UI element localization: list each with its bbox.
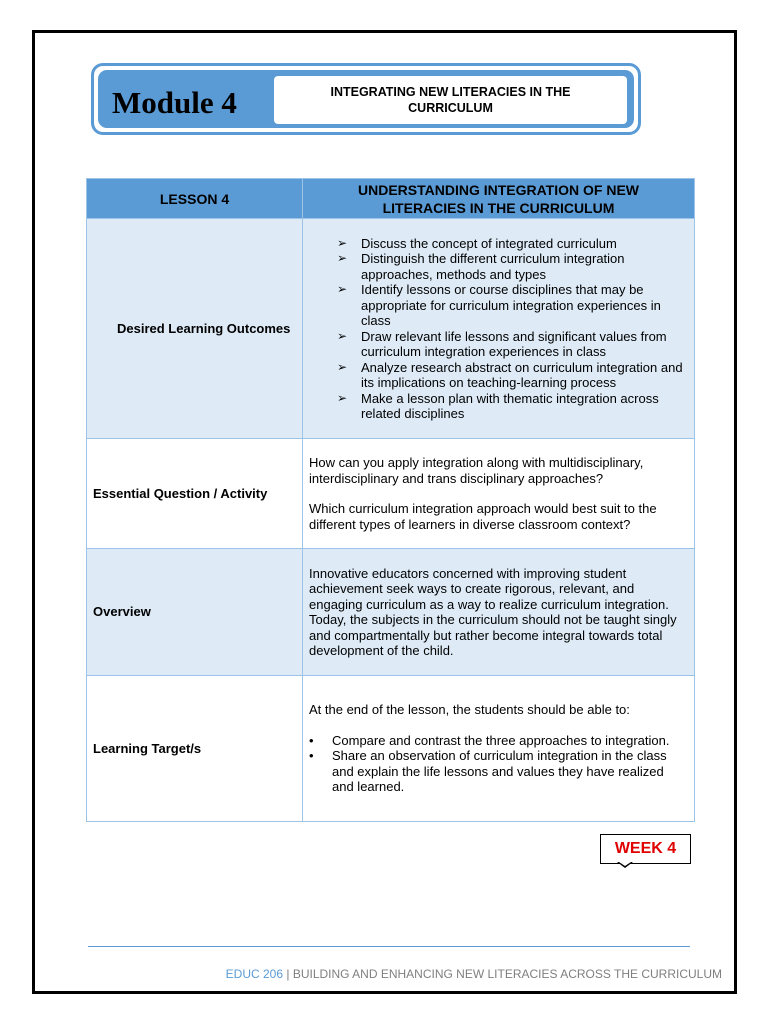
arrow-bullet-icon: ➢ — [337, 282, 348, 296]
list-item — [331, 329, 688, 360]
essential-row — [87, 439, 695, 549]
list-item — [331, 391, 688, 422]
week-tag-pointer-fill — [619, 862, 631, 866]
targets-label: Learning Target/s — [87, 676, 303, 822]
list-item — [309, 733, 688, 749]
list-item — [331, 360, 688, 391]
arrow-bullet-icon: ➢ — [337, 235, 348, 250]
module-subtitle: INTEGRATING NEW LITERACIES IN THE CURRICULUM — [274, 76, 627, 124]
footer-divider — [88, 946, 690, 947]
lesson-table — [86, 178, 695, 822]
outcomes-row — [87, 219, 695, 439]
list-item — [331, 282, 688, 329]
target-text: Compare and contrast the three approaches to integration. — [332, 732, 670, 748]
arrow-bullet-icon: ➢ — [337, 390, 348, 405]
footer-course-title: BUILDING AND ENHANCING NEW LITERACIES ACROSS THE CURRICULUM — [292, 967, 722, 981]
outcome-text: Draw relevant life lessons and significant values from curriculum integration experiences in class — [361, 328, 667, 359]
arrow-bullet-icon: ➢ — [337, 251, 348, 265]
list-item — [331, 236, 688, 252]
target-text: Share an observation of curriculum integration in the class and explain the life lessons and values they have realized and learned. — [332, 748, 667, 795]
targets-intro: At the end of the lesson, the students should be able to: — [309, 702, 630, 718]
essential-label: Essential Question / Activity — [87, 439, 303, 549]
module-banner — [91, 63, 641, 135]
outcomes-list — [309, 236, 688, 422]
week-tag: WEEK 4 — [600, 834, 691, 864]
outcome-text: Make a lesson plan with thematic integration across related disciplines — [361, 390, 659, 421]
arrow-bullet-icon: ➢ — [337, 359, 348, 374]
targets-list — [309, 733, 688, 795]
footer — [226, 967, 722, 981]
dot-bullet-icon: • — [309, 732, 314, 748]
outcome-text: Analyze research abstract on curriculum integration and its implications on teaching-learning process — [361, 359, 683, 390]
table-header-row — [87, 179, 695, 219]
lesson-label: LESSON 4 — [87, 179, 303, 219]
outcome-text: Discuss the concept of integrated curriculum — [361, 235, 617, 251]
targets-row — [87, 676, 695, 822]
outcome-text: Identify lessons or course disciplines that may be appropriate for curriculum integration experiences in class — [361, 282, 661, 328]
essential-question-1: How can you apply integration along with multidisciplinary, interdisciplinary and trans disciplinary approaches? — [309, 455, 644, 486]
essential-content — [303, 439, 695, 549]
module-title: Module 4 — [112, 85, 237, 120]
essential-question-2: Which curriculum integration approach would best suit to the different types of learners in diverse classroom context? — [309, 501, 657, 532]
arrow-bullet-icon: ➢ — [337, 328, 348, 343]
footer-course-code: EDUC 206 — [225, 967, 284, 981]
outcome-text: Distinguish the different curriculum integration approaches, methods and types — [361, 251, 625, 282]
list-item — [331, 251, 688, 282]
list-item — [309, 748, 688, 795]
lesson-title: UNDERSTANDING INTEGRATION OF NEW LITERACIES IN THE CURRICULUM — [303, 179, 695, 219]
footer-separator: | — [283, 967, 293, 981]
outcomes-content — [303, 219, 695, 439]
overview-text: Innovative educators concerned with improving student achievement seek ways to create rigorous, relevant, and engaging curriculum as a way to realize curriculum integration. Today, the subjects in the curriculum should not be taught singly and compartmentally but rather become integral towards total development of the child. — [303, 549, 695, 676]
overview-row — [87, 549, 695, 676]
module-banner-fill — [98, 70, 634, 128]
outcomes-label: Desired Learning Outcomes — [87, 219, 303, 439]
overview-label: Overview — [87, 549, 303, 676]
targets-content — [303, 676, 695, 822]
dot-bullet-icon: • — [309, 748, 314, 764]
